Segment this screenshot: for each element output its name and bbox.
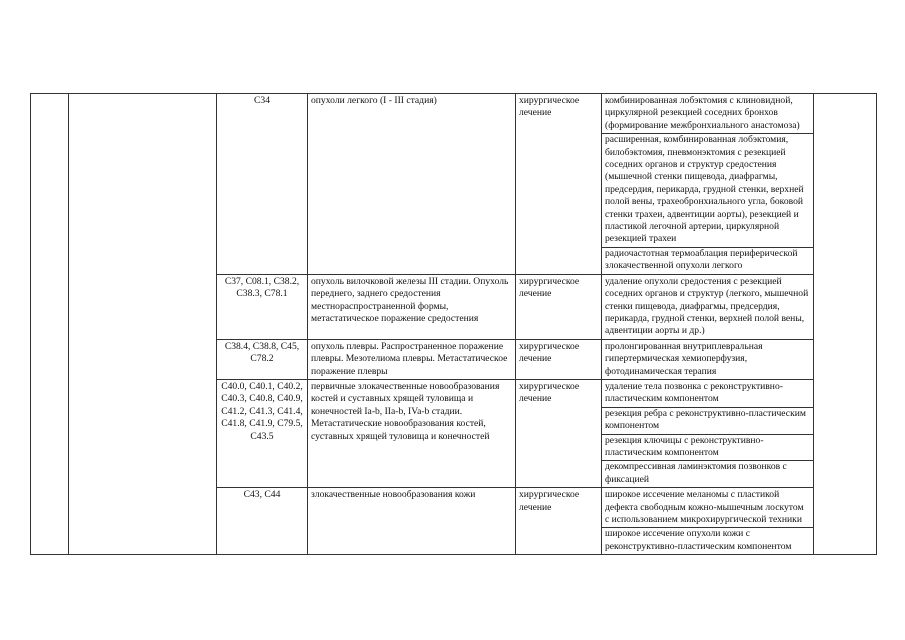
- row-number-cell: [31, 94, 69, 555]
- methods-cell: [602, 339, 814, 379]
- diagnosis-cell: опухоли легкого (I - III стадия): [308, 94, 516, 275]
- treatment-type-cell: хирургическое лечение: [516, 94, 602, 275]
- treatment-method: удаление опухоли средостения с резекцией соседних органов и структур (легкого, мышечной стенки пищевода, диафрагмы, предсердия, перикарда, грудной стенки, верхней полой вены, адвентиции аорты и др.): [605, 275, 809, 337]
- icd-codes-cell: C34: [217, 94, 308, 275]
- table-row: [31, 94, 877, 275]
- methods-cell: [602, 379, 814, 487]
- icd-codes-cell: C43, C44: [217, 488, 308, 555]
- methods-cell: [602, 274, 814, 339]
- icd-codes-cell: C40.0, C40.1, C40.2, C40.3, C40.8, C40.9, C41.2, C41.3, C41.4, C41.8, C41.9, C79.5, C43.5: [217, 379, 308, 487]
- treatment-method: радиочастотная термоаблация периферической злокачественной опухоли легкого: [605, 247, 798, 272]
- treatment-method: комбинированная лобэктомия с клиновидной, циркулярной резекцией соседних бронхов (формирование межбронхиального анастомоза): [602, 95, 813, 134]
- table-body: [31, 94, 877, 555]
- treatment-type-cell: хирургическое лечение: [516, 274, 602, 339]
- treatment-type-cell: хирургическое лечение: [516, 339, 602, 379]
- procedures-table: [30, 93, 877, 555]
- icd-codes-cell: C38.4, C38.8, C45, C78.2: [217, 339, 308, 379]
- treatment-method: декомпрессивная ламинэктомия позвонков с фиксацией: [605, 461, 787, 485]
- diagnosis-cell: опухоль вилочковой железы III стадии. Опухоль переднего, заднего средостения местнораспространенной формы, метастатическое поражение средостения: [308, 274, 516, 339]
- diagnosis-cell: первичные злокачественные новообразования костей и суставных хрящей туловища и конечностей Ia-b, IIa-b, IVa-b стадии. Метастатические новообразования костей, суставных хрящей туловища и конечностей: [308, 379, 516, 487]
- treatment-type-cell: хирургическое лечение: [516, 488, 602, 555]
- tariff-cell: [814, 94, 877, 555]
- treatment-method: расширенная, комбинированная лобэктомия, билобэктомия, пневмонэктомия с резекцией соседних органов и структур средостения (мышечной стенки пищевода, диафрагмы, предсердия, перикарда, грудной стенки, верхней полой вены, трахеобронхиального угла, боковой стенки трахеи, адвентиции аорты), резекцией и пластикой легочной артерии, циркулярной резекцией трахеи: [602, 134, 813, 248]
- treatment-method: удаление тела позвонка с реконструктивно-пластическим компонентом: [602, 381, 813, 408]
- icd-codes-cell: C37, C08.1, C38.2, C38.3, C78.1: [217, 274, 308, 339]
- treatment-method: широкое иссечение опухоли кожи с реконструктивно-пластическим компонентом: [605, 528, 792, 552]
- treatment-method: широкое иссечение меланомы с пластикой дефекта свободным кожно-мышечным лоскутом с использованием микрохирургической техники: [602, 489, 813, 528]
- diagnosis-cell: опухоль плевры. Распространенное поражение плевры. Мезотелиома плевры. Метастатическое поражение плевры: [308, 339, 516, 379]
- diagnosis-cell: злокачественные новообразования кожи: [308, 488, 516, 555]
- treatment-method: пролонгированная внутриплевральная гипертермическая хемиоперфузия, фотодинамическая терапия: [605, 340, 763, 377]
- treatment-method: резекция ключицы с реконструктивно-пластическим компонентом: [602, 435, 813, 462]
- treatment-type-cell: хирургическое лечение: [516, 379, 602, 487]
- methods-cell: [602, 488, 814, 555]
- methods-cell: [602, 94, 814, 275]
- treatment-method: резекция ребра с реконструктивно-пластическим компонентом: [602, 408, 813, 435]
- group-name-cell: [69, 94, 217, 555]
